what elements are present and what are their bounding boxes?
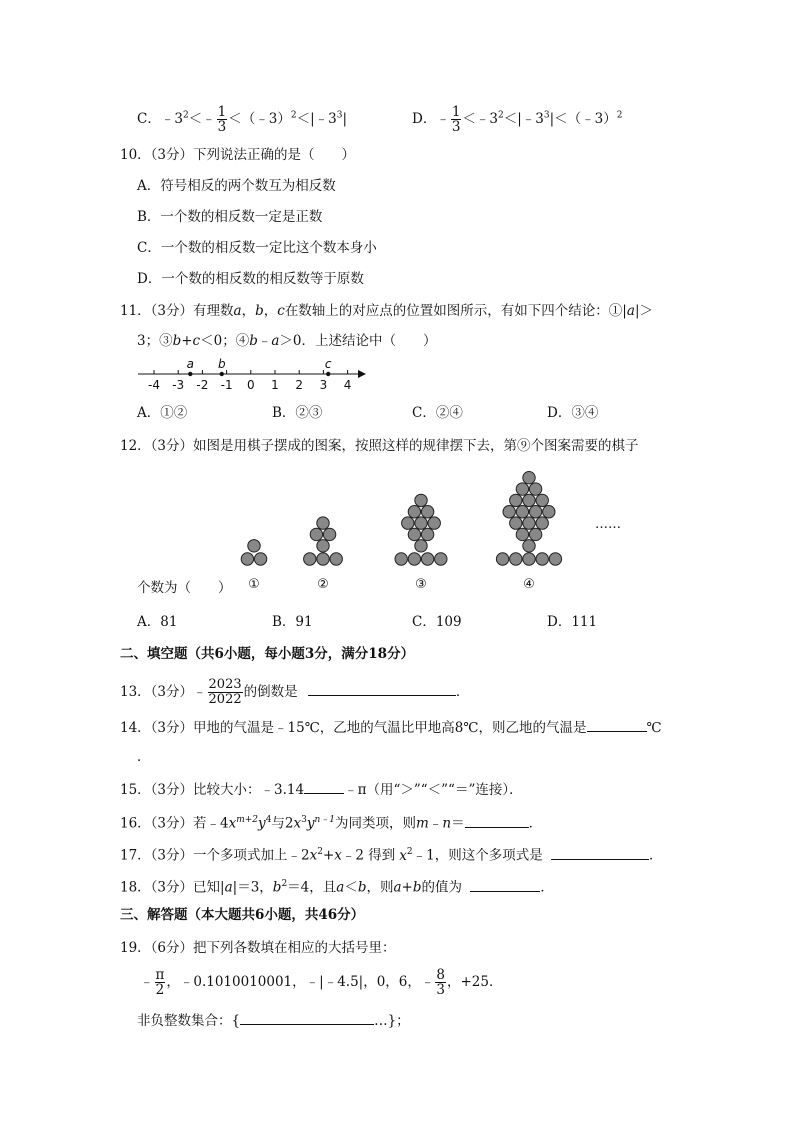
fraction [435, 968, 446, 997]
chess-piece [549, 553, 561, 565]
exponent: 2 [281, 879, 288, 889]
point-label: c [324, 357, 332, 371]
exponent: 2 [498, 110, 504, 121]
figure-label: ③ [415, 577, 427, 592]
chess-piece [421, 553, 433, 565]
text: ﹣ [140, 974, 154, 990]
text: 非负整数集合：{ [137, 1013, 241, 1029]
chess-piece [536, 553, 548, 565]
var: c [277, 303, 285, 319]
chess-piece [408, 528, 420, 540]
axis-tick-label: -1 [220, 378, 233, 392]
answer-blank[interactable] [304, 779, 344, 794]
q12-stem: 12．（3分）如图是用棋子摆成的图案，按照这样的规律摆下去，第⑨个图案需要的棋子 [120, 438, 639, 454]
q12-option-b[interactable]: B．91 [272, 614, 313, 630]
text: 15．（3分）比较大小：﹣3.14 [120, 782, 305, 798]
var: x [293, 815, 302, 832]
q14-end: ． [137, 749, 151, 765]
chess-piece [310, 528, 322, 540]
axis-tick-label: -2 [196, 378, 209, 392]
point-label: a [186, 357, 194, 371]
chess-piece [415, 540, 427, 552]
text: ，+25． [446, 974, 503, 990]
axis-tick-label: -3 [172, 378, 185, 392]
text: …}； [374, 1013, 410, 1029]
chess-piece [421, 528, 433, 540]
chess-piece [496, 553, 508, 565]
text: 14．（3分）甲地的气温是﹣15℃，乙地的气温比甲地高8℃，则乙地的气温是 [120, 720, 587, 736]
exponent: 2 [406, 847, 413, 857]
chess-piece [510, 517, 522, 529]
q12-option-c[interactable]: C．109 [412, 614, 462, 630]
chess-piece [516, 483, 528, 495]
q9-option-c[interactable] [137, 105, 347, 134]
answer-blank[interactable] [470, 877, 540, 892]
var: x [399, 847, 407, 864]
q9-option-d[interactable] [412, 105, 623, 134]
fraction [451, 105, 462, 134]
text: ＝4，且 [287, 879, 337, 896]
expr: ﹣ [436, 111, 450, 127]
exponent: n﹣1 [314, 815, 336, 825]
denominator: 3 [451, 119, 461, 135]
text: 17．（3分）一个多项式加上﹣2 [120, 847, 310, 864]
text: ． [455, 684, 470, 700]
chess-piece [516, 506, 528, 518]
chess-piece [523, 553, 535, 565]
chess-pattern-figure [230, 466, 630, 596]
q12-option-a[interactable]: A．81 [137, 614, 178, 630]
q17 [120, 843, 663, 865]
var: a [271, 333, 280, 349]
text: + [401, 879, 413, 896]
point-marker [188, 372, 192, 376]
expr: | [342, 111, 348, 127]
text: 13．（3分）﹣ [120, 684, 207, 700]
q10-option-d[interactable]: D．一个数的相反数的相反数等于原数 [137, 271, 364, 287]
var: y [258, 815, 266, 832]
exponent: 4 [265, 815, 272, 825]
expr: ＜|﹣3 [503, 111, 544, 127]
answer-blank[interactable] [551, 845, 649, 860]
point-marker [220, 372, 224, 376]
chess-piece [317, 540, 329, 552]
exponent: 3 [543, 110, 550, 121]
chess-piece [510, 494, 522, 506]
text: ＝ [451, 815, 465, 832]
text: 18．（3分）已知| [120, 879, 225, 896]
var: a [233, 303, 242, 319]
answer-blank[interactable] [308, 681, 456, 696]
q11-stem-line1 [120, 302, 653, 320]
option-label: C． [137, 111, 161, 127]
chess-piece [415, 517, 427, 529]
point-marker [326, 372, 330, 376]
exponent: 3 [301, 815, 307, 825]
q11-option-b[interactable]: B．②③ [272, 405, 323, 421]
chess-piece [402, 517, 414, 529]
text: + [322, 847, 335, 864]
exponent: 2 [317, 847, 323, 857]
expr: ﹣ [202, 111, 216, 127]
var: x [309, 847, 318, 864]
q11-option-d[interactable]: D．③④ [547, 405, 599, 421]
numerator: 1 [451, 104, 461, 120]
var: b+c [172, 333, 201, 349]
chess-piece [415, 494, 427, 506]
arrow-head-icon [358, 370, 366, 378]
chess-piece [395, 553, 407, 565]
chess-piece [523, 494, 535, 506]
axis-tick-label: 0 [246, 378, 255, 392]
text: ﹣1，则这个多项式是 [412, 847, 543, 864]
answer-blank[interactable] [240, 1010, 374, 1025]
axis-tick-label: 4 [343, 378, 352, 392]
expr: ﹣3 [160, 111, 183, 127]
figure-label: ④ [523, 577, 535, 592]
chess-piece [529, 483, 541, 495]
chess-piece [421, 506, 433, 518]
fraction [217, 105, 228, 134]
text: 16．（3分）若﹣4 [120, 815, 229, 832]
chess-piece [435, 553, 447, 565]
answer-blank[interactable] [465, 813, 529, 828]
axis-tick-label: -4 [148, 378, 160, 392]
q14 [120, 717, 662, 737]
text: ． [649, 847, 663, 864]
chess-piece [503, 506, 515, 518]
chess-piece [523, 540, 535, 552]
q12-option-d[interactable]: D．111 [547, 614, 598, 630]
exponent: 2 [290, 110, 297, 121]
var: b [249, 333, 258, 349]
q19-set-nonneg-int [137, 1010, 410, 1030]
var: x [228, 815, 237, 832]
text: ，则 [366, 879, 394, 896]
chess-piece [529, 528, 541, 540]
figure-label: ① [248, 577, 260, 592]
chess-piece [254, 553, 266, 565]
axis-tick-label: 2 [295, 378, 304, 392]
section-title-fill-in: 二、填空题（共6小题，每小题3分，满分18分） [120, 646, 415, 662]
text: |＝3， [232, 879, 273, 896]
var: x [334, 847, 342, 864]
expr: ＜|﹣3 [296, 111, 337, 127]
point-label: b [217, 357, 226, 371]
chess-piece [529, 506, 541, 518]
q15 [120, 779, 523, 799]
denominator: 2 [155, 982, 165, 998]
text: ﹣2 得到 [341, 847, 396, 864]
var: b [272, 879, 282, 896]
text: ， [241, 303, 256, 319]
exponent: 2 [616, 110, 623, 121]
text: |＞ [634, 303, 653, 319]
text: ， [263, 303, 278, 319]
chess-piece [428, 517, 440, 529]
chess-piece [523, 517, 535, 529]
text: ，﹣0.1010010001，﹣|﹣4.5|，0，6，﹣ [166, 974, 435, 990]
var: m [416, 815, 429, 832]
figure-label: ② [317, 577, 329, 592]
text: 与2 [271, 815, 294, 832]
text: 的值为 [421, 879, 463, 896]
q10-option-a[interactable]: A．符号相反的两个数互为相反数 [137, 178, 336, 194]
chess-piece [408, 553, 420, 565]
chess-piece [536, 517, 548, 529]
denominator: 3 [217, 119, 227, 135]
text: ＜0；④ [200, 333, 250, 349]
text: ． [528, 815, 543, 832]
var: b [412, 879, 422, 896]
chess-piece [408, 506, 420, 518]
text: 的倒数是 [243, 684, 298, 700]
exponent: 3 [336, 110, 343, 121]
q10-option-c[interactable]: C．一个数的相反数一定比这个数本身小 [137, 240, 377, 256]
var: y [306, 815, 315, 832]
var: a [393, 879, 402, 896]
chess-piece [536, 494, 548, 506]
var: n [442, 815, 452, 832]
chess-piece [330, 553, 342, 565]
option-label: D． [412, 111, 437, 127]
chess-piece [248, 540, 260, 552]
axis-tick-label: 3 [319, 378, 328, 392]
text: ﹣ [257, 333, 272, 349]
fraction [155, 968, 166, 997]
chess-piece [516, 528, 528, 540]
q10-stem: 10．（3分）下列说法正确的是（ ） [120, 147, 356, 163]
text: ． [540, 879, 554, 896]
q19-number-list [140, 968, 502, 997]
text: ＞0．上述结论中（ ） [279, 333, 437, 349]
numerator: 1 [217, 104, 227, 120]
chess-piece [510, 553, 522, 565]
text: ℃ [646, 720, 662, 736]
q11-option-c[interactable]: C．②④ [412, 405, 463, 421]
answer-blank[interactable] [587, 717, 647, 732]
q11-option-a[interactable]: A．①② [137, 405, 188, 421]
var: a [626, 303, 635, 319]
numerator: 8 [436, 967, 445, 983]
q11-stem-line2 [137, 332, 437, 350]
text: ﹣π（用“＞”“＜”“＝”连接）． [344, 782, 523, 798]
ellipsis: …… [595, 517, 621, 532]
chess-piece [543, 506, 555, 518]
text: ＜ [344, 879, 358, 896]
section-title-solve: 三、解答题（本大题共6小题，共46分） [120, 907, 365, 923]
chess-piece [241, 553, 253, 565]
q10-option-b[interactable]: B．一个数的相反数一定是正数 [137, 209, 323, 225]
expr: ＜﹣3 [462, 111, 499, 127]
text: 11．（3分）有理数 [120, 303, 234, 319]
number-line-figure [130, 356, 370, 396]
text: 在数轴上的对应点的位置如图所示，有如下四个结论：①| [284, 303, 627, 319]
q19-stem: 19．（6分）把下列各数填在相应的大括号里： [120, 940, 396, 956]
chess-piece [317, 553, 329, 565]
q12-stem-end: 个数为（ ） [137, 580, 232, 596]
expr: ＜ [188, 111, 203, 127]
chess-piece [523, 471, 535, 483]
q16 [120, 811, 542, 833]
exponent: 2 [182, 110, 189, 121]
numerator: 2023 [208, 677, 242, 692]
text: 3；③ [137, 333, 173, 349]
q18 [120, 875, 554, 897]
exponent: m+2 [236, 815, 259, 825]
var: a [224, 879, 233, 896]
var: b [255, 303, 264, 319]
axis-tick-label: 1 [271, 378, 279, 392]
expr: |＜（﹣3） [549, 111, 617, 127]
text: 为同类项，则 [335, 815, 417, 832]
chess-piece [304, 553, 316, 565]
denominator: 3 [436, 982, 445, 998]
chess-piece [323, 528, 335, 540]
numerator: π [155, 967, 165, 983]
denominator: 2022 [208, 692, 242, 707]
q13 [120, 678, 469, 707]
text: ﹣ [428, 815, 443, 832]
expr: ＜（﹣3） [228, 111, 291, 127]
var: a [336, 879, 345, 896]
var: b [357, 879, 367, 896]
fraction [208, 678, 243, 707]
chess-piece [317, 517, 329, 529]
